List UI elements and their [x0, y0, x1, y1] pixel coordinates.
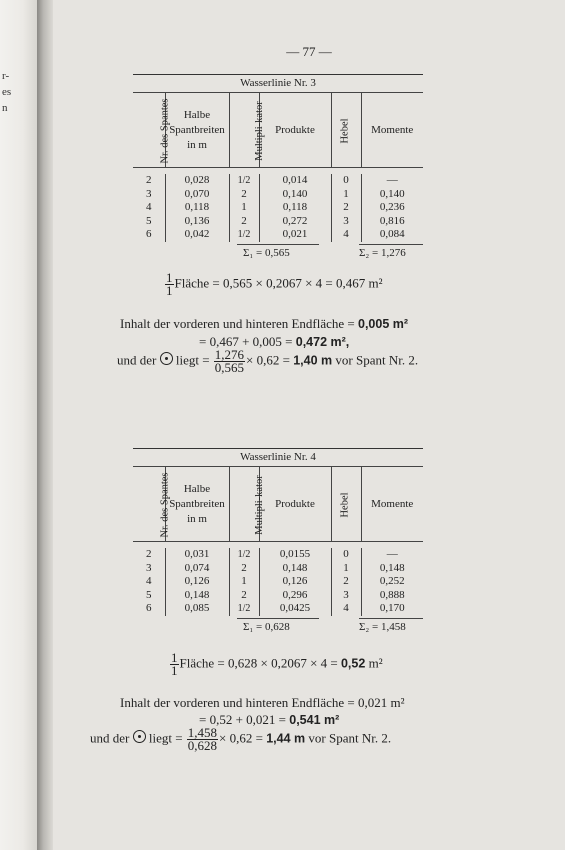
- sum-row: [133, 244, 423, 262]
- prefix-text: und der: [90, 730, 130, 746]
- header-hebel-label: Hebel: [339, 491, 351, 518]
- facing-page-margin: [0, 0, 38, 850]
- data-table: [133, 92, 423, 242]
- cell: 0,042: [165, 228, 229, 242]
- cell: 2: [229, 215, 259, 229]
- cell: 1: [331, 562, 361, 576]
- cell: 6: [146, 228, 152, 240]
- suffix-text: vor Spant Nr. 2.: [308, 730, 392, 746]
- cell: 5: [146, 588, 152, 601]
- table-row: [133, 174, 423, 188]
- cell: 0,296: [259, 589, 331, 603]
- margin-fragment: es: [2, 86, 12, 98]
- page-number: — 77 —: [286, 44, 332, 59]
- cell: 0,272: [259, 215, 331, 229]
- cell: 2: [229, 589, 259, 603]
- cell: 3: [331, 589, 361, 603]
- frac-den: 1: [166, 283, 173, 298]
- cell: 4: [331, 228, 361, 242]
- cell: 0,148: [259, 562, 331, 576]
- frac-den: 0,565: [214, 360, 245, 375]
- table-row: [133, 575, 423, 589]
- header-nr: [133, 467, 171, 542]
- prefix-text: und der: [117, 352, 157, 368]
- header-multiplikator: [229, 93, 265, 168]
- table-row: [133, 589, 423, 603]
- inhalt-text: Inhalt der vorderen und hinteren Endfläche = 0,021 m²: [120, 695, 405, 710]
- header-halbe: [165, 93, 229, 168]
- cell: 1: [229, 201, 259, 215]
- suffix-text: vor Spant Nr. 2.: [335, 352, 419, 368]
- sum-text: = 0,52 + 0,021 =: [199, 712, 290, 727]
- cell: 4: [331, 602, 361, 616]
- cell: 4: [146, 201, 152, 213]
- mult-text: × 0,62 =: [219, 730, 263, 746]
- centroid-symbol-icon: [133, 730, 146, 743]
- inhalt-line: [120, 695, 405, 711]
- header-produkte: Produkte: [259, 467, 331, 542]
- cell: 3: [146, 187, 152, 200]
- cell: 0: [331, 174, 361, 188]
- cell: 0,028: [165, 174, 229, 188]
- sum-2: Σ₂ = 1,458: [359, 620, 406, 633]
- header-hebel-label: Hebel: [339, 117, 351, 144]
- frac-num: 1,458: [187, 725, 218, 740]
- cell: 5: [146, 214, 152, 227]
- cell: 1/2: [229, 174, 259, 188]
- cell: 2: [229, 562, 259, 576]
- cell: 0,252: [361, 575, 423, 589]
- flaeche-equation: [169, 652, 383, 677]
- flaeche-text: Fläche = 0,565 × 0,2067 × 4 = 0,467 m²: [174, 275, 383, 291]
- cell: 4: [146, 575, 152, 587]
- cell: 0,170: [361, 602, 423, 616]
- table-row: [133, 602, 423, 616]
- table-row: [133, 188, 423, 202]
- cell: 0,021: [259, 228, 331, 242]
- flaeche-equation: [164, 272, 383, 297]
- table-title: Wasserlinie Nr. 4: [133, 448, 423, 466]
- table-row: [133, 548, 423, 562]
- cell: 0,070: [165, 188, 229, 202]
- data-table: [133, 466, 423, 616]
- margin-fragment: n: [2, 102, 8, 114]
- result-value: 1,44 m: [266, 731, 306, 746]
- header-halbe-line: Spantbreiten: [169, 123, 225, 136]
- cell: 1: [229, 575, 259, 589]
- cell: 0,140: [259, 188, 331, 202]
- cell: 0,014: [259, 174, 331, 188]
- table-wasserlinie-4: [133, 448, 423, 636]
- frac-num: 1: [166, 270, 173, 285]
- cell: 0,074: [165, 562, 229, 576]
- cell: 0,031: [165, 548, 229, 562]
- mult-text: × 0,62 =: [246, 352, 290, 368]
- cell: 3: [146, 561, 152, 574]
- cell: 0,148: [165, 589, 229, 603]
- table-row: [133, 201, 423, 215]
- table-header-row: [133, 467, 423, 542]
- margin-fragment: r-: [2, 70, 10, 82]
- inhalt-text: Inhalt der vorderen und hinteren Endfläche =: [120, 316, 358, 331]
- cell: 0,0425: [259, 602, 331, 616]
- cell: 0,126: [259, 575, 331, 589]
- cell: 2: [146, 548, 152, 560]
- cell: 2: [146, 174, 152, 186]
- table-header-row: [133, 93, 423, 168]
- cell: 0,136: [165, 215, 229, 229]
- cell: 0,816: [361, 215, 423, 229]
- cell: 0,888: [361, 589, 423, 603]
- sum-1: Σ₁ = 0,628: [243, 620, 290, 633]
- frac-num: 1: [171, 650, 178, 665]
- cell: 2: [331, 575, 361, 589]
- flaeche-unit: m²: [368, 655, 383, 671]
- liegt-text: liegt =: [148, 730, 183, 746]
- cell: 2: [331, 201, 361, 215]
- table-row: [133, 215, 423, 229]
- header-halbe-line: Halbe: [183, 108, 211, 121]
- schwerpunkt-line: [90, 727, 391, 752]
- liegt-text: liegt =: [175, 352, 210, 368]
- header-nr-label: Nr. des Spantes: [159, 471, 171, 538]
- result-value: 1,40 m: [293, 353, 333, 368]
- header-hebel: [331, 467, 361, 542]
- header-halbe-line: in m: [187, 512, 207, 525]
- cell: 6: [146, 602, 152, 614]
- sum-1: Σ₁ = 0,565: [243, 246, 290, 259]
- cell: 0,126: [165, 575, 229, 589]
- sum-value: 0,472 m²,: [295, 335, 350, 349]
- cell: 0,0155: [259, 548, 331, 562]
- schwerpunkt-line: [117, 349, 418, 374]
- cell: —: [361, 174, 423, 188]
- header-nr: [133, 93, 171, 168]
- sum-row: [133, 618, 423, 636]
- header-multiplikator: [229, 467, 265, 542]
- table-wasserlinie-3: [133, 74, 423, 262]
- cell: 0,140: [361, 188, 423, 202]
- header-halbe-line: in m: [187, 138, 207, 151]
- cell: 1: [331, 188, 361, 202]
- sum-2: Σ₂ = 1,276: [359, 246, 406, 259]
- cell: 0,236: [361, 201, 423, 215]
- cell: 0,084: [361, 228, 423, 242]
- cell: 1/2: [229, 548, 259, 562]
- header-halbe-line: Spantbreiten: [169, 497, 225, 510]
- frac-den: 1: [171, 663, 178, 678]
- cell: 3: [331, 215, 361, 229]
- header-halbe: [165, 467, 229, 542]
- header-nr-label: Nr. des Spantes: [159, 97, 171, 164]
- cell: 1/2: [229, 228, 259, 242]
- flaeche-value: 0,52: [340, 656, 366, 671]
- book-spine-shadow: [37, 0, 53, 850]
- frac-den: 0,628: [187, 738, 218, 753]
- header-hebel: [331, 93, 361, 168]
- frac-num: 1,276: [214, 347, 245, 362]
- header-momente: Momente: [361, 467, 423, 542]
- header-multiplikator-label: Multipli-kator: [253, 474, 265, 535]
- sum-text: = 0,467 + 0,005 =: [199, 334, 296, 349]
- inhalt-value: 0,005 m²: [358, 317, 409, 331]
- centroid-symbol-icon: [160, 352, 173, 365]
- header-multiplikator-label: Multipli-kator: [253, 100, 265, 161]
- cell: 0: [331, 548, 361, 562]
- book-page: [53, 0, 565, 850]
- header-momente: Momente: [361, 93, 423, 168]
- header-halbe-line: Halbe: [183, 482, 211, 495]
- table-title: Wasserlinie Nr. 3: [133, 74, 423, 92]
- inhalt-line: [120, 316, 408, 332]
- flaeche-text: Fläche = 0,628 × 0,2067 × 4 =: [179, 655, 341, 671]
- header-produkte: Produkte: [259, 93, 331, 168]
- table-row: [133, 562, 423, 576]
- cell: 0,118: [165, 201, 229, 215]
- cell: 0,118: [259, 201, 331, 215]
- table-row: [133, 228, 423, 242]
- cell: 0,148: [361, 562, 423, 576]
- cell: 2: [229, 188, 259, 202]
- cell: —: [361, 548, 423, 562]
- sum-value: 0,541 m²: [289, 713, 340, 727]
- sum-line: [199, 712, 339, 728]
- cell: 0,085: [165, 602, 229, 616]
- cell: 1/2: [229, 602, 259, 616]
